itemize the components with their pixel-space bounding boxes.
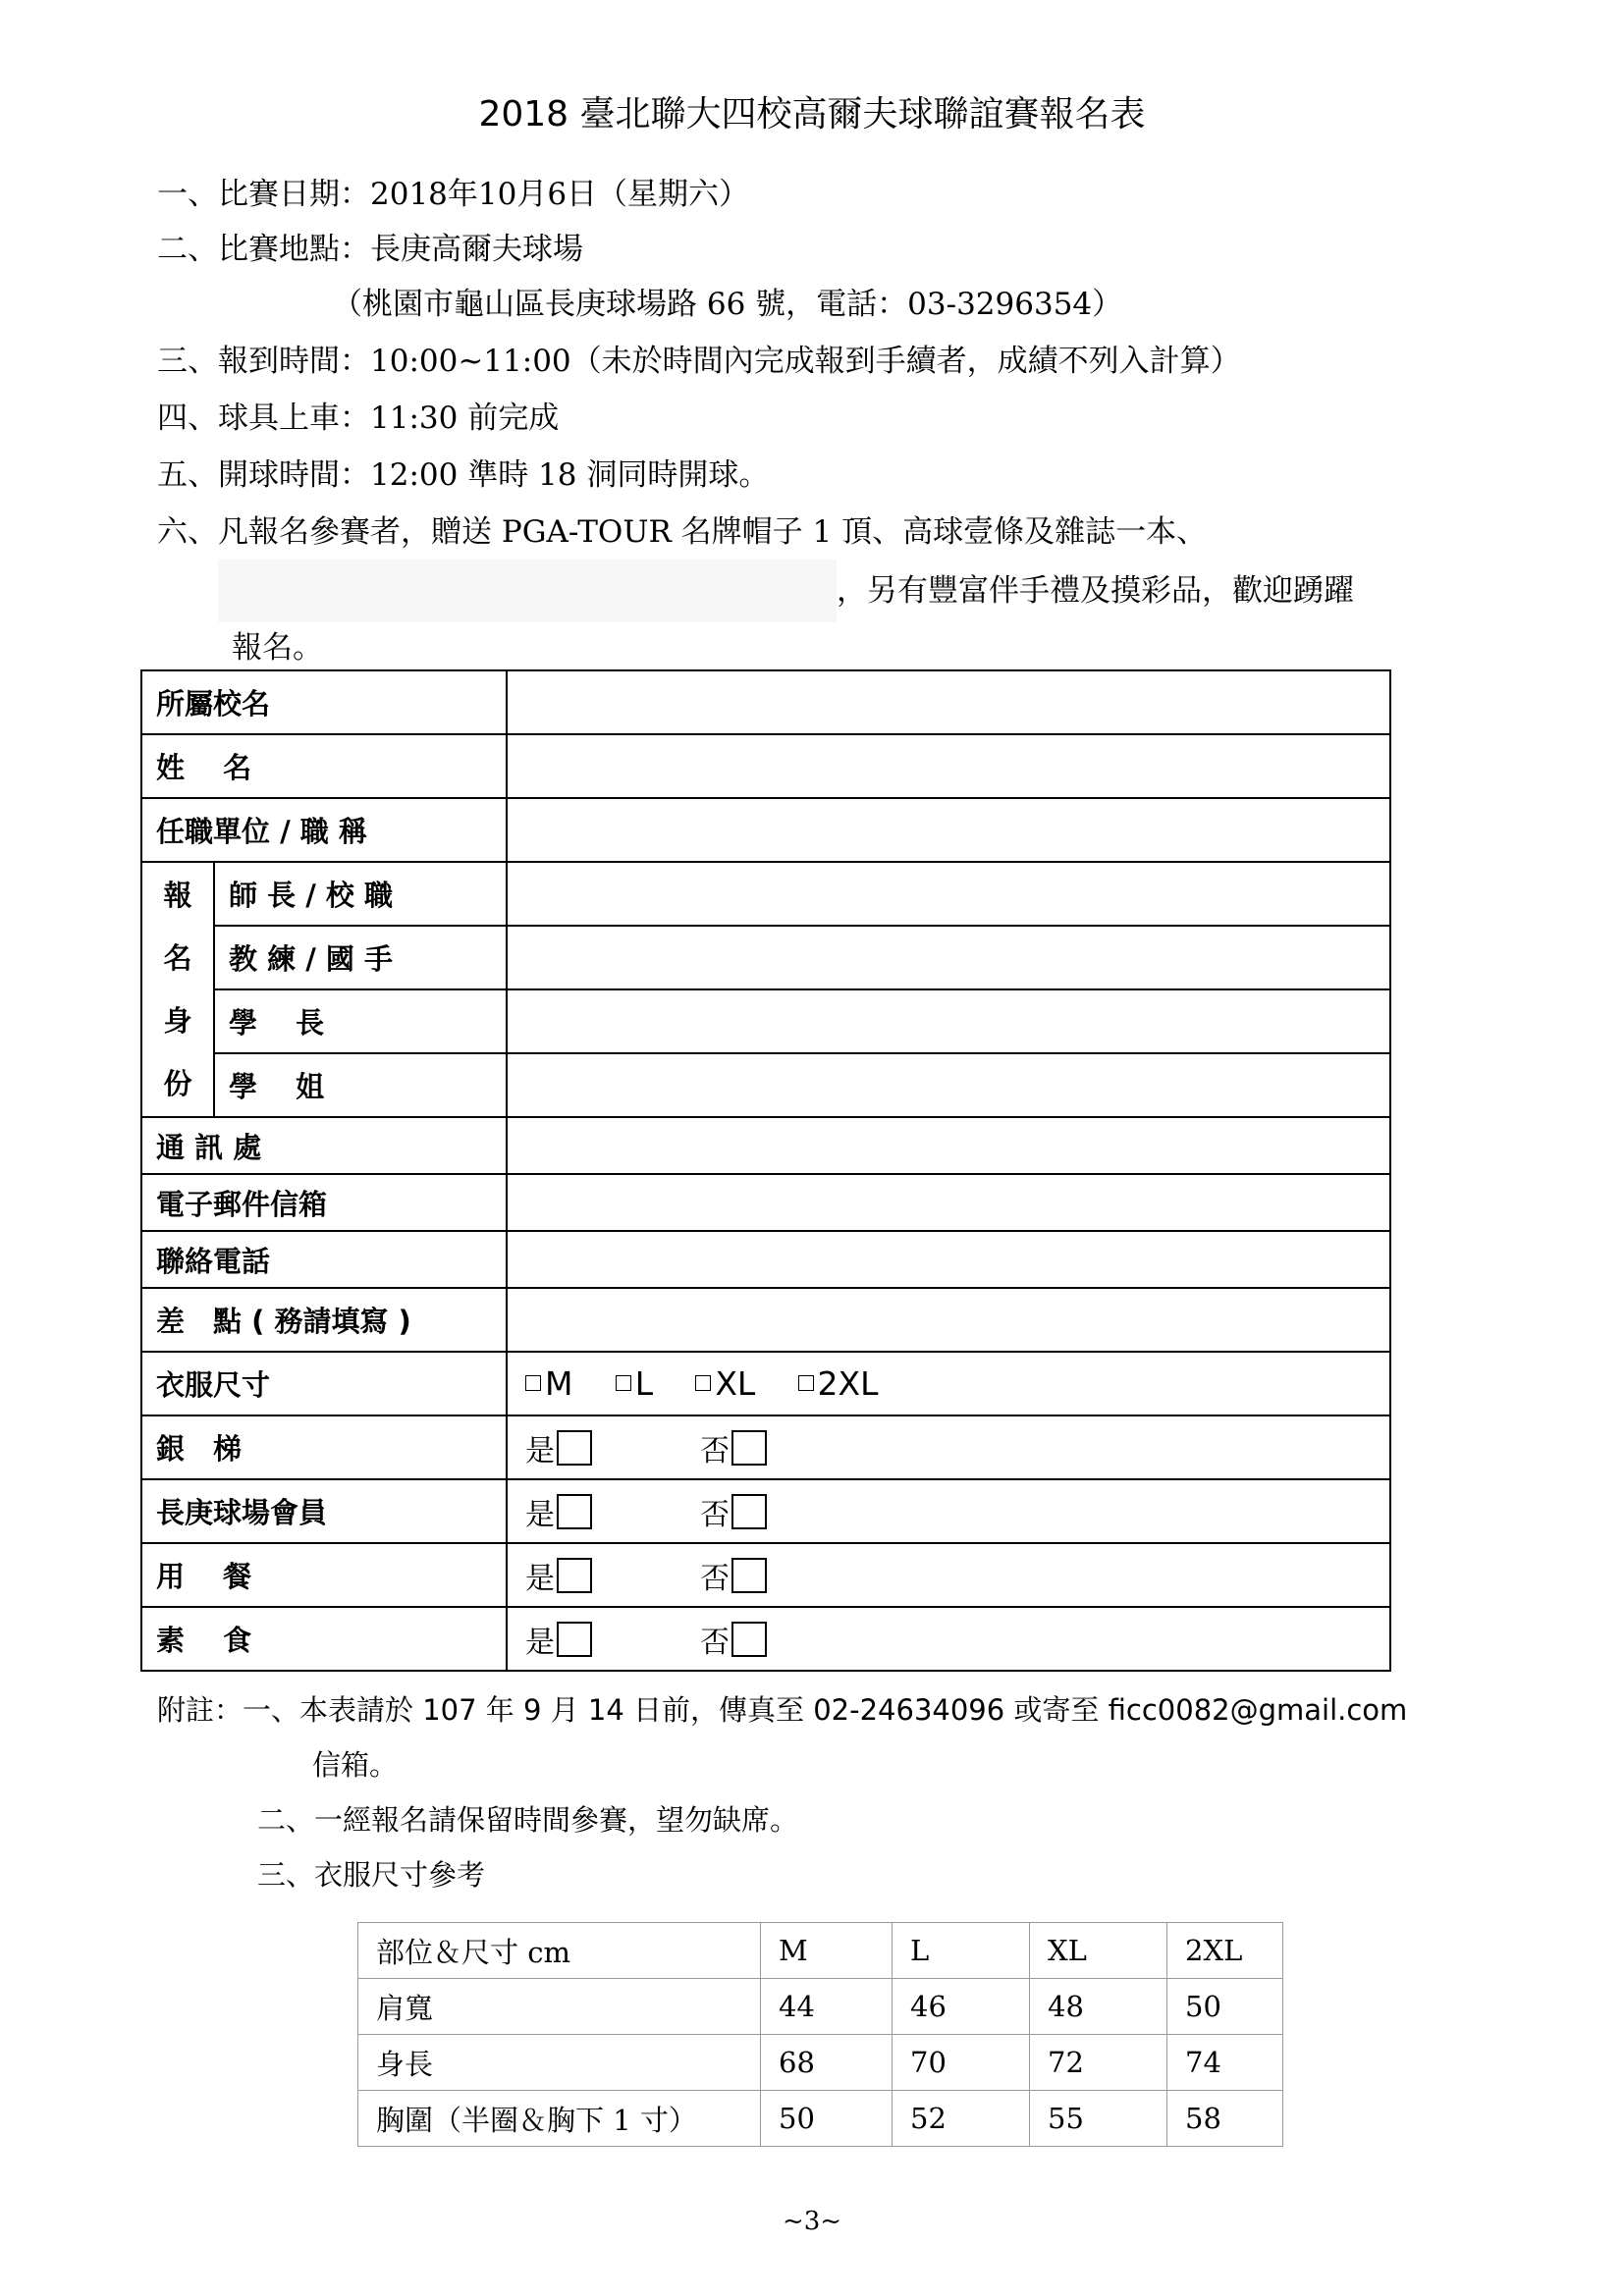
- field-vegetarian: [507, 1607, 1390, 1671]
- shirt-option-xl[interactable]: [695, 1364, 755, 1403]
- gifts-line-3: 報名。: [232, 630, 323, 666]
- checkbox-icon: [695, 1375, 711, 1391]
- table-cell: 50: [761, 2091, 893, 2147]
- field-name[interactable]: [507, 734, 1390, 798]
- table-cell: 50: [1167, 1979, 1283, 2035]
- label-identity-coach: 教 練 / 國 手: [214, 926, 507, 989]
- label-name: 姓 名: [141, 734, 507, 798]
- no-option[interactable]: [700, 1618, 767, 1661]
- field-email[interactable]: [507, 1174, 1390, 1231]
- label-address: 通 訊 處: [141, 1117, 507, 1174]
- checkin-time: 三、報到時間：10:00~11:00（未於時間內完成報到手續者，成績不列入計算）: [157, 344, 1241, 379]
- checkbox-icon: [557, 1622, 592, 1657]
- form-row-vegetarian: [141, 1607, 1390, 1671]
- yes-label: 是: [525, 1497, 556, 1532]
- yes-option[interactable]: [525, 1426, 700, 1469]
- form-row-address: [141, 1117, 1390, 1174]
- note-3: 三、衣服尺寸參考: [257, 1858, 486, 1892]
- note-1: 附註：一、本表請於 107 年 9 月 14 日前，傳真至 02-24634096 或寄至 ficc0082@gmail.com: [157, 1693, 1408, 1727]
- shirt-option-label: L: [634, 1364, 654, 1403]
- field-school[interactable]: [507, 670, 1390, 734]
- field-phone[interactable]: [507, 1231, 1390, 1288]
- shirt-option-l[interactable]: [616, 1364, 653, 1403]
- yes-label: 是: [525, 1561, 556, 1596]
- label-handicap: 差 點 ( 務請填寫 ): [141, 1288, 507, 1352]
- label-member: 長庚球場會員: [141, 1479, 507, 1543]
- label-vegetarian: 素 食: [141, 1607, 507, 1671]
- form-row-school: [141, 670, 1390, 734]
- field-identity-alumna[interactable]: [507, 1053, 1390, 1117]
- table-cell: 44: [761, 1979, 893, 2035]
- label-identity-group: [141, 862, 214, 1117]
- size-table-header: [358, 1923, 1283, 1979]
- checkbox-icon: [525, 1375, 541, 1391]
- shirt-option-label: M: [545, 1364, 573, 1403]
- header-cell: L: [893, 1923, 1030, 1979]
- checkbox-icon: [616, 1375, 631, 1391]
- no-option[interactable]: [700, 1490, 767, 1533]
- identity-char: 身: [163, 1004, 192, 1038]
- yes-option[interactable]: [525, 1618, 700, 1661]
- form-row-handicap: [141, 1288, 1390, 1352]
- identity-char: 報: [163, 879, 192, 912]
- label-shirt: 衣服尺寸: [141, 1352, 507, 1415]
- header-cell: M: [761, 1923, 893, 1979]
- form-row-identity-alumna: [141, 1053, 1390, 1117]
- yes-option[interactable]: [525, 1554, 700, 1597]
- yes-label: 是: [525, 1433, 556, 1468]
- form-row-meal: [141, 1543, 1390, 1607]
- match-date: 一、比賽日期：2018年10月6日（星期六）: [157, 177, 750, 212]
- form-row-shirt: [141, 1352, 1390, 1415]
- table-cell: 72: [1030, 2035, 1167, 2091]
- clubs-loading-time: 四、球具上車：11:30 前完成: [157, 400, 560, 436]
- no-label: 否: [700, 1625, 731, 1660]
- form-row-identity-coach: [141, 926, 1390, 989]
- no-label: 否: [700, 1497, 731, 1532]
- form-row-identity-teacher: [141, 862, 1390, 926]
- yes-label: 是: [525, 1625, 556, 1660]
- field-shirt: [507, 1352, 1390, 1415]
- table-cell: 身長: [358, 2035, 761, 2091]
- form-row-email: [141, 1174, 1390, 1231]
- table-cell: 胸圍（半圈＆胸下 1 寸）: [358, 2091, 761, 2147]
- table-cell: 肩寬: [358, 1979, 761, 2035]
- table-cell: 58: [1167, 2091, 1283, 2147]
- checkbox-icon: [731, 1494, 767, 1529]
- size-reference-table: [357, 1922, 1283, 2147]
- label-phone: 聯絡電話: [141, 1231, 507, 1288]
- checkbox-icon: [798, 1375, 814, 1391]
- label-meal: 用 餐: [141, 1543, 507, 1607]
- field-senior: [507, 1415, 1390, 1479]
- field-job[interactable]: [507, 798, 1390, 862]
- shirt-option-m[interactable]: [525, 1364, 572, 1403]
- no-option[interactable]: [700, 1426, 767, 1469]
- shirt-option-2xl[interactable]: [798, 1364, 879, 1403]
- form-row-senior: [141, 1415, 1390, 1479]
- field-handicap[interactable]: [507, 1288, 1390, 1352]
- yes-option[interactable]: [525, 1490, 700, 1533]
- note-2: 二、一經報名請保留時間參賽，望勿缺席。: [257, 1803, 799, 1837]
- gifts-line-1: 六、凡報名參賽者，贈送 PGA-TOUR 名牌帽子 1 頂、高球壹條及雜誌一本、: [157, 514, 1208, 550]
- field-meal: [507, 1543, 1390, 1607]
- shirt-option-label: 2XL: [817, 1364, 879, 1403]
- checkbox-icon: [557, 1430, 592, 1466]
- form-row-identity-alumnus: [141, 989, 1390, 1053]
- checkbox-icon: [731, 1558, 767, 1593]
- size-table-row: [358, 2091, 1283, 2147]
- no-label: 否: [700, 1433, 731, 1468]
- form-row-phone: [141, 1231, 1390, 1288]
- page-number: ~3~: [782, 2207, 842, 2236]
- checkbox-icon: [731, 1430, 767, 1466]
- header-cell: 部位＆尺寸 cm: [358, 1923, 761, 1979]
- table-cell: 48: [1030, 1979, 1167, 2035]
- field-identity-coach[interactable]: [507, 926, 1390, 989]
- form-row-job: [141, 798, 1390, 862]
- header-cell: 2XL: [1167, 1923, 1283, 1979]
- identity-char: 名: [163, 941, 192, 975]
- table-cell: 46: [893, 1979, 1030, 2035]
- note-1-continued: 信箱。: [312, 1748, 399, 1782]
- label-job: 任職單位 / 職 稱: [141, 798, 507, 862]
- label-school: 所屬校名: [141, 670, 507, 734]
- field-address[interactable]: [507, 1117, 1390, 1174]
- redacted-block: [218, 560, 837, 622]
- venue-address: （桃園市龜山區長庚球場路 66 號，電話：03-3296354）: [332, 287, 1123, 322]
- header-cell: XL: [1030, 1923, 1167, 1979]
- label-identity-alumna: 學 姐: [214, 1053, 507, 1117]
- match-venue: 二、比賽地點：長庚高爾夫球場: [157, 232, 583, 267]
- label-senior: 銀 梯: [141, 1415, 507, 1479]
- tee-off-time: 五、開球時間：12:00 準時 18 洞同時開球。: [157, 457, 770, 493]
- table-cell: 55: [1030, 2091, 1167, 2147]
- field-identity-alumnus[interactable]: [507, 989, 1390, 1053]
- no-label: 否: [700, 1561, 731, 1596]
- field-identity-teacher[interactable]: [507, 862, 1390, 926]
- label-identity-alumnus: 學 長: [214, 989, 507, 1053]
- size-table-row: [358, 2035, 1283, 2091]
- identity-char: 份: [163, 1067, 192, 1100]
- form-title: 2018 臺北聯大四校高爾夫球聯誼賽報名表: [478, 94, 1146, 134]
- shirt-option-label: XL: [715, 1364, 756, 1403]
- size-table-row: [358, 1979, 1283, 2035]
- checkbox-icon: [557, 1494, 592, 1529]
- table-cell: 52: [893, 2091, 1030, 2147]
- table-cell: 68: [761, 2035, 893, 2091]
- label-identity-teacher: 師 長 / 校 職: [214, 862, 507, 926]
- checkbox-icon: [557, 1558, 592, 1593]
- form-row-member: [141, 1479, 1390, 1543]
- form-row-name: [141, 734, 1390, 798]
- label-email: 電子郵件信箱: [141, 1174, 507, 1231]
- checkbox-icon: [731, 1622, 767, 1657]
- table-cell: 74: [1167, 2035, 1283, 2091]
- table-cell: 70: [893, 2035, 1030, 2091]
- field-member: [507, 1479, 1390, 1543]
- registration-form: [140, 669, 1391, 1672]
- gifts-line-2: ，另有豐富伴手禮及摸彩品，歡迎踴躍: [837, 573, 1354, 609]
- no-option[interactable]: [700, 1554, 767, 1597]
